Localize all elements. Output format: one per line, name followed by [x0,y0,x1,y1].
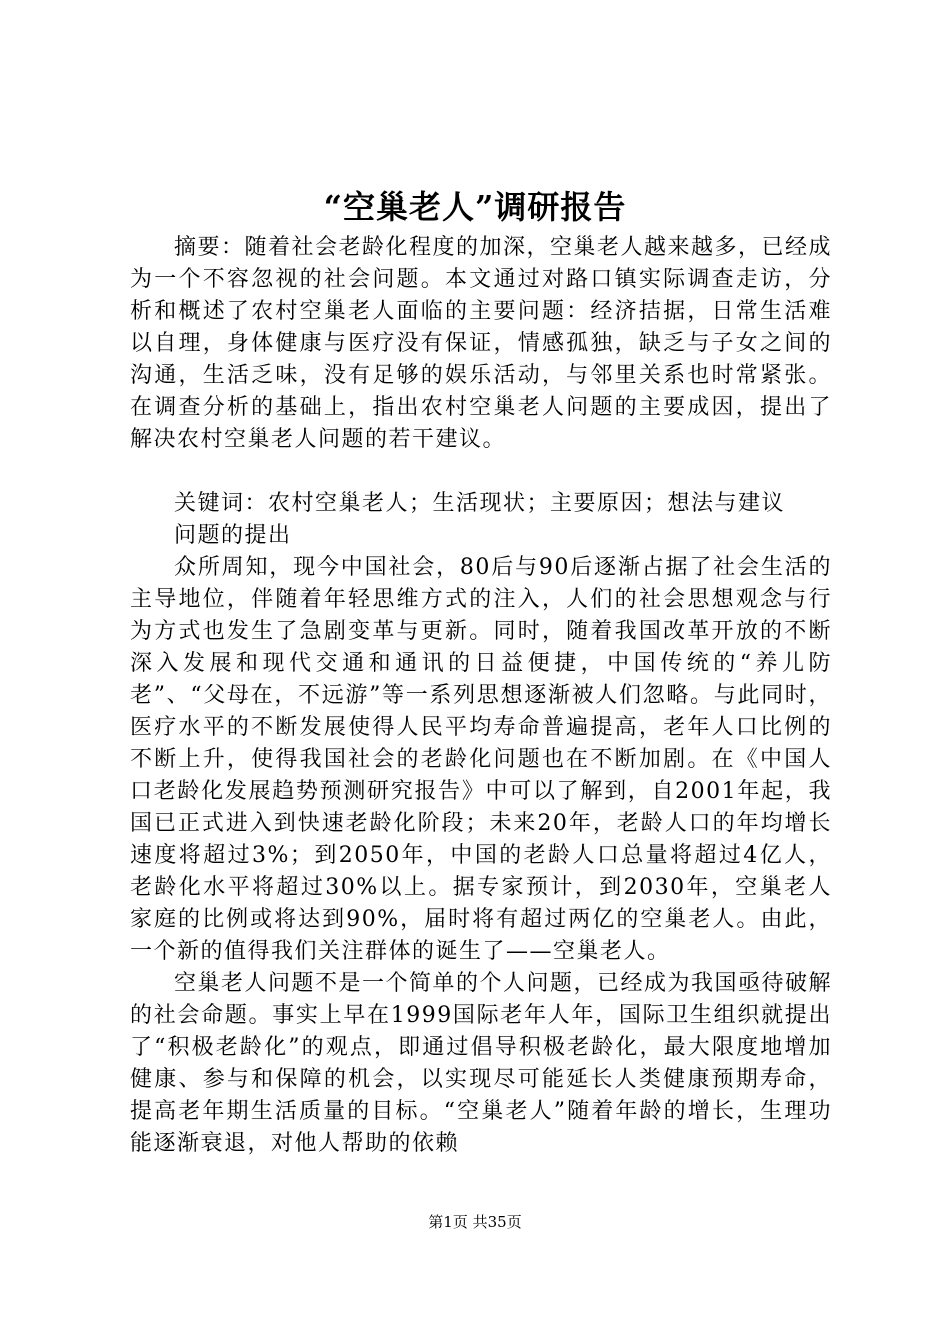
keywords-paragraph: 关键词：农村空巢老人；生活现状；主要原因；想法与建议 [174,491,786,516]
document-title: “空巢老人”调研报告 [323,188,627,226]
section-heading: 问题的提出 [174,523,292,548]
body-paragraph: 空巢老人问题不是一个简单的个人问题，已经成为我国亟待破解的社会命题。事实上早在1999国际老年人年，国际卫生组织就提出了“积极老龄化”的观点，即通过倡导积极老龄化，最大限度地增加健康、参与和保障的机会，以实现尽可能延长人类健康预期寿命，提高老年期生活质量的目标。“空巢老人”随着年龄的增长，生理功能逐渐衰退，对他人帮助的依赖 [130,971,833,1156]
body-paragraph: 众所周知，现今中国社会，80后与90后逐渐占据了社会生活的主导地位，伴随着年轻思维方式的注入，人们的社会思想观念与行为方式也发生了急剧变革与更新。同时，随着我国改革开放的不断深入发展和现代交通和通讯的日益便捷，中国传统的“养儿防老”、“父母在，不远游”等一系列思想逐渐被人们忽略。与此同时，医疗水平的不断发展使得人民平均寿命普遍提高，老年人口比例的不断上升，使得我国社会的老龄化问题也在不断加剧。在《中国人口老龄化发展趋势预测研究报告》中可以了解到，自2001年起，我国已正式进入到快速老龄化阶段；未来20年，老龄人口的年均增长速度将超过3%；到2050年，中国的老龄人口总量将超过4亿人，老龄化水平将超过30%以上。据专家预计，到2030年，空巢老人家庭的比例或将达到90%，届时将有超过两亿的空巢老人。由此，一个新的值得我们关注群体的诞生了——空巢老人。 [130,555,832,964]
abstract-paragraph: 摘要：随着社会老龄化程度的加深，空巢老人越来越多，已经成为一个不容忽视的社会问题。本文通过对路口镇实际调查走访，分析和概述了农村空巢老人面临的主要问题：经济拮据，日常生活难以自理，身体健康与医疗没有保证，情感孤独，缺乏与子女之间的沟通，生活乏味，没有足够的娱乐活动，与邻里关系也时常紧张。在调查分析的基础上，指出农村空巢老人问题的主要成因，提出了解决农村空巢老人问题的若干建议。 [130,235,833,452]
document-body [130,232,832,1160]
page-number-footer: 第1页 共35页 [428,1213,522,1231]
